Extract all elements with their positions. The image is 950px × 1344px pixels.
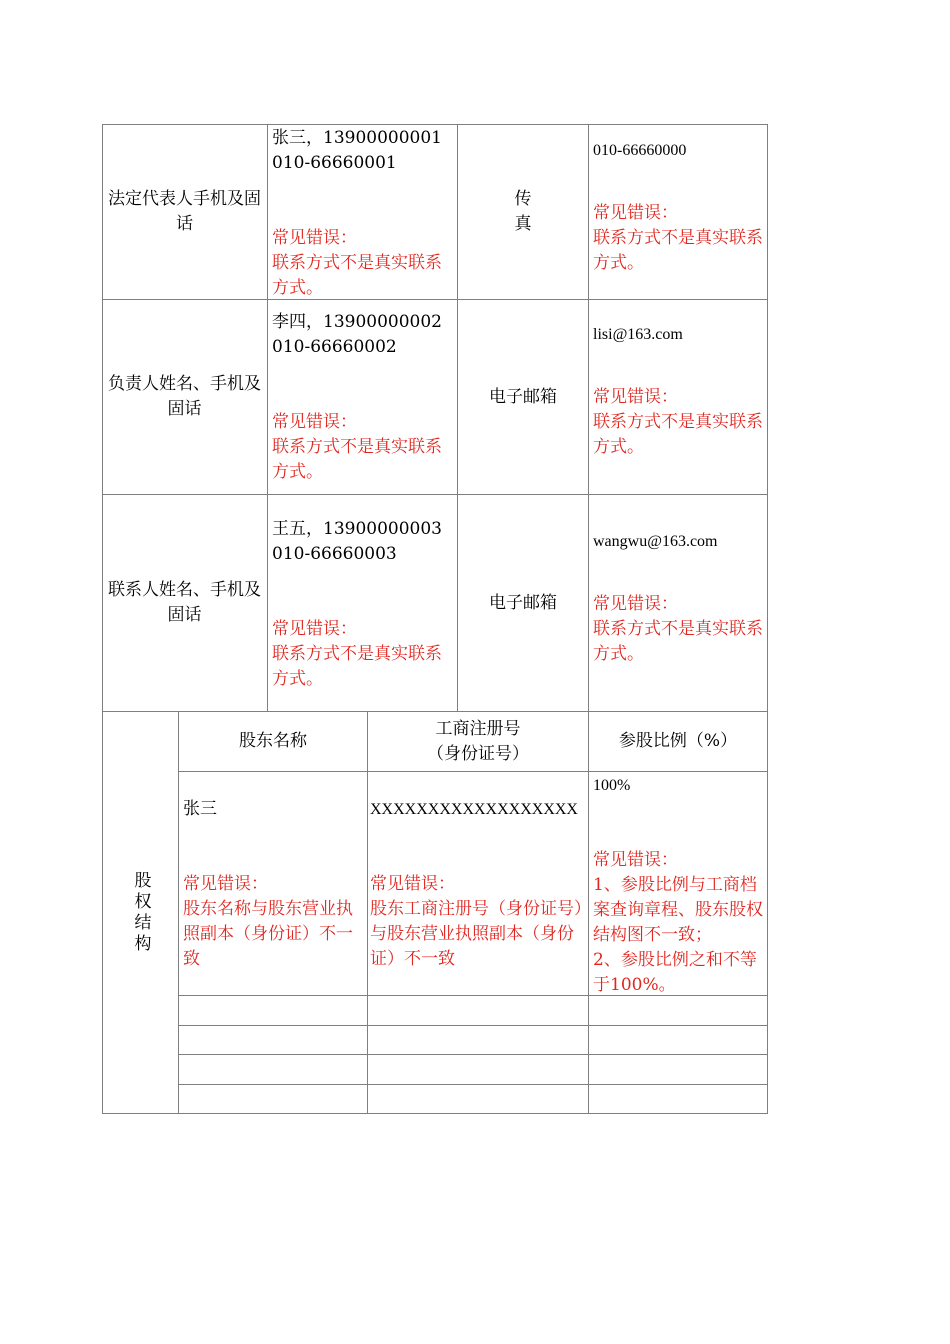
error-text: 联系方式不是真实联系方式。 [593, 412, 763, 457]
legal-rep-landline: 010-66660001 [272, 153, 397, 173]
responsible-landline: 010-66660002 [272, 337, 397, 357]
empty-cell[interactable] [368, 1026, 589, 1055]
error-text: 联系方式不是真实联系方式。 [593, 228, 763, 273]
email-address: lisi@163.com [593, 326, 683, 343]
responsible-phone: 李四，13900000002 [272, 312, 442, 332]
value-responsible-contact [268, 300, 458, 495]
empty-cell[interactable] [179, 1055, 368, 1085]
legal-rep-phone: 张三，13900000001 [272, 128, 442, 148]
shareholder-name: 张三 [183, 799, 217, 819]
value-fax [589, 124, 768, 300]
error-text: 联系方式不是真实联系方式。 [593, 619, 763, 664]
value-email [589, 495, 768, 712]
empty-cell[interactable] [589, 1026, 768, 1055]
contact-landline: 010-66660003 [272, 544, 397, 564]
error-title: 常见错误： [593, 594, 678, 614]
header-registration-number: 工商注册号 （身份证号） [368, 712, 589, 772]
header-share-ratio: 参股比例（%） [589, 712, 768, 772]
label-contact-person: 联系人姓名、手机及固话 [102, 495, 268, 712]
empty-cell[interactable] [589, 1055, 768, 1085]
error-title: 常见错误： [593, 203, 678, 223]
error-title: 常见错误： [272, 228, 357, 248]
equity-section-label: 股权结构 [102, 712, 179, 1114]
error-text: 股东工商注册号（身份证号）与股东营业执照副本（身份证）不一致 [370, 899, 583, 969]
empty-cell[interactable] [368, 1085, 589, 1114]
label-email: 电子邮箱 [458, 300, 589, 495]
error-title: 常见错误： [370, 874, 455, 894]
empty-cell[interactable] [179, 1085, 368, 1114]
empty-cell[interactable] [589, 1085, 768, 1114]
shareholder-name-cell [179, 772, 368, 996]
header-shareholder-name: 股东名称 [179, 712, 368, 772]
error-text: 股东名称与股东营业执照副本（身份证）不一致 [183, 899, 353, 969]
empty-cell[interactable] [368, 1055, 589, 1085]
value-email [589, 300, 768, 495]
registration-number-cell [368, 772, 589, 996]
error-title: 常见错误： [272, 412, 357, 432]
fax-number: 010-66660000 [593, 142, 687, 159]
empty-cell[interactable] [179, 996, 368, 1026]
value-legal-rep-contact [268, 124, 458, 300]
error-text: 联系方式不是真实联系方式。 [272, 644, 442, 689]
contact-phone: 王五，13900000003 [272, 519, 442, 539]
error-title: 常见错误： [593, 850, 678, 870]
label-responsible-contact: 负责人姓名、手机及固话 [102, 300, 268, 495]
error-title: 常见错误： [272, 619, 357, 639]
label-fax: 传真 [458, 124, 589, 300]
share-ratio-cell [589, 772, 768, 996]
empty-cell[interactable] [589, 996, 768, 1026]
error-title: 常见错误： [593, 387, 678, 407]
value-contact-person [268, 495, 458, 712]
share-ratio: 100% [593, 777, 631, 794]
error-text: 联系方式不是真实联系方式。 [272, 253, 442, 298]
empty-cell[interactable] [179, 1026, 368, 1055]
label-legal-rep-contact: 法定代表人手机及固话 [102, 124, 268, 300]
error-text: 联系方式不是真实联系方式。 [272, 437, 442, 482]
email-address: wangwu@163.com [593, 533, 718, 550]
error-text-2: 2、参股比例之和不等于100%。 [593, 950, 757, 995]
registration-number: XXXXXXXXXXXXXXXXXX [370, 801, 578, 818]
error-title: 常见错误： [183, 874, 268, 894]
error-text-1: 1、参股比例与工商档案查询章程、股东股权结构图不一致； [593, 875, 763, 945]
empty-cell[interactable] [368, 996, 589, 1026]
label-email: 电子邮箱 [458, 495, 589, 712]
